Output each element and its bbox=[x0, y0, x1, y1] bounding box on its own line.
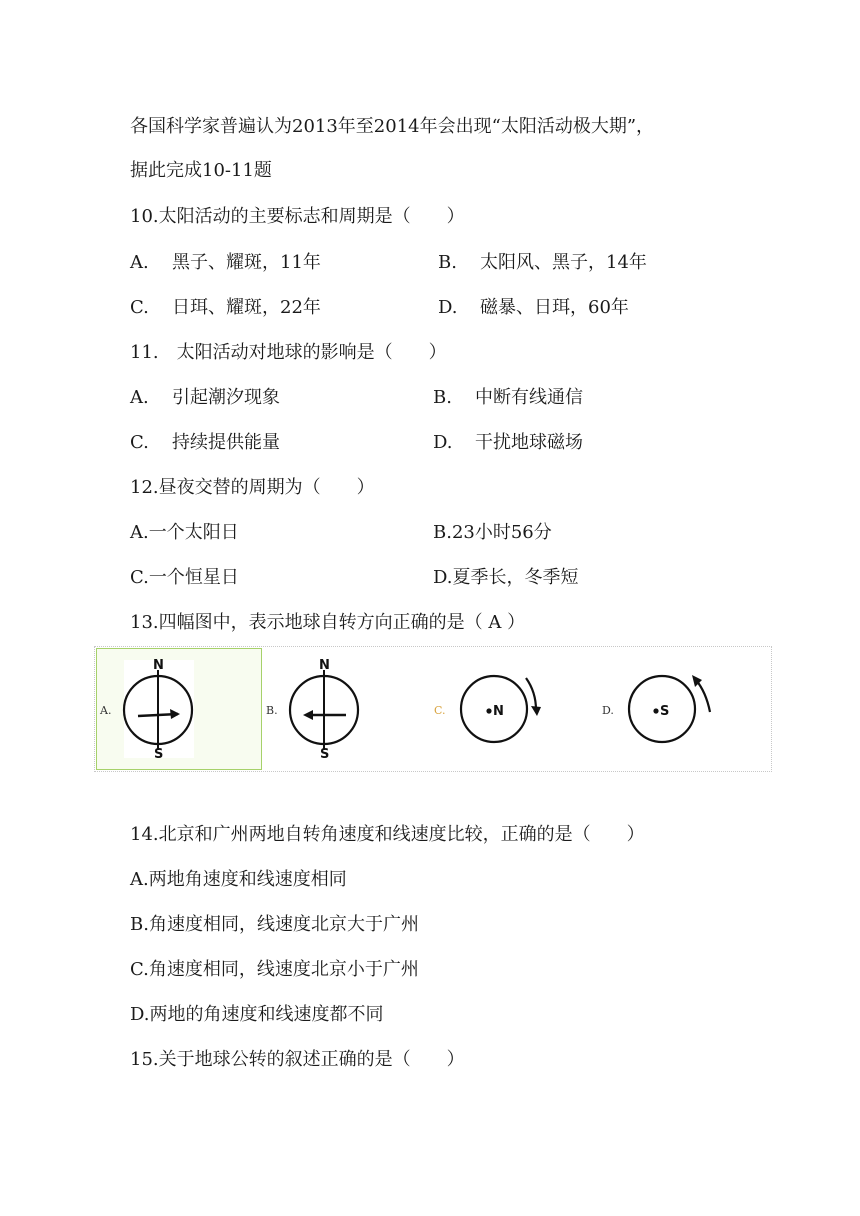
q10-stem: 10.太阳活动的主要标志和周期是（ ） bbox=[130, 206, 465, 227]
south-label: S bbox=[154, 747, 164, 762]
south-label: S bbox=[660, 704, 670, 719]
intro-line-2: 据此完成10-11题 bbox=[130, 160, 272, 181]
option-text: 持续提供能量 bbox=[172, 432, 280, 453]
q14-option-d: D.两地的角速度和线速度都不同 bbox=[130, 1004, 384, 1025]
q12-option-b: B.23小时56分 bbox=[433, 522, 552, 543]
option-text: 引起潮汐现象 bbox=[172, 387, 280, 408]
north-label: N bbox=[319, 658, 330, 673]
option-letter: C. bbox=[130, 432, 149, 453]
q11-stem: 11. 太阳活动对地球的影响是（ ） bbox=[130, 342, 447, 363]
figure-a-label: A. bbox=[100, 704, 112, 717]
q10-option-b bbox=[438, 250, 647, 276]
q10-option-a bbox=[130, 250, 321, 276]
q12-option-c: C.一个恒星日 bbox=[130, 567, 239, 588]
option-letter: A. bbox=[130, 387, 149, 408]
q11-option-c bbox=[130, 430, 280, 456]
q11-option-d bbox=[433, 430, 583, 456]
option-letter: B. bbox=[433, 387, 452, 408]
south-label: S bbox=[320, 747, 330, 762]
q12-option-d: D.夏季长，冬季短 bbox=[433, 567, 579, 588]
q12-stem: 12.昼夜交替的周期为（ ） bbox=[130, 477, 375, 498]
option-text: 日珥、耀斑，22年 bbox=[172, 297, 321, 318]
option-letter: A. bbox=[130, 252, 149, 273]
north-label: N bbox=[493, 704, 504, 719]
figure-d-label: D. bbox=[602, 704, 614, 717]
q15-stem: 15.关于地球公转的叙述正确的是（ ） bbox=[130, 1049, 465, 1070]
north-label: N bbox=[153, 658, 164, 673]
option-letter: D. bbox=[433, 432, 453, 453]
figure-b-label: B. bbox=[266, 704, 278, 717]
figure-a-globe bbox=[120, 658, 200, 762]
option-letter: D. bbox=[438, 297, 458, 318]
figure-c-globe bbox=[456, 666, 556, 752]
option-text: 磁暴、日珥，60年 bbox=[480, 297, 629, 318]
figure-b-globe bbox=[286, 658, 366, 762]
q11-option-a bbox=[130, 385, 280, 411]
option-letter: C. bbox=[130, 297, 149, 318]
q13-stem: 13.四幅图中，表示地球自转方向正确的是（ A ） bbox=[130, 612, 526, 633]
q14-option-b: B.角速度相同，线速度北京大于广州 bbox=[130, 914, 419, 935]
q10-option-c bbox=[130, 295, 321, 321]
q11-option-b bbox=[433, 385, 583, 411]
option-text: 太阳风、黑子，14年 bbox=[480, 252, 647, 273]
intro-line-1: 各国科学家普遍认为2013年至2014年会出现“太阳活动极大期”， bbox=[130, 116, 655, 137]
q14-stem: 14.北京和广州两地自转角速度和线速度比较，正确的是（ ） bbox=[130, 824, 645, 845]
figure-d-globe bbox=[624, 666, 724, 752]
option-text: 黑子、耀斑，11年 bbox=[172, 252, 321, 273]
q14-option-a: A.两地角速度和线速度相同 bbox=[130, 869, 347, 890]
q14-option-c: C.角速度相同，线速度北京小于广州 bbox=[130, 959, 419, 980]
q10-option-d bbox=[438, 295, 629, 321]
option-text: 中断有线通信 bbox=[475, 387, 583, 408]
figure-c-label: C. bbox=[434, 704, 446, 717]
q12-option-a: A.一个太阳日 bbox=[130, 522, 239, 543]
option-letter: B. bbox=[438, 252, 457, 273]
option-text: 干扰地球磁场 bbox=[475, 432, 583, 453]
